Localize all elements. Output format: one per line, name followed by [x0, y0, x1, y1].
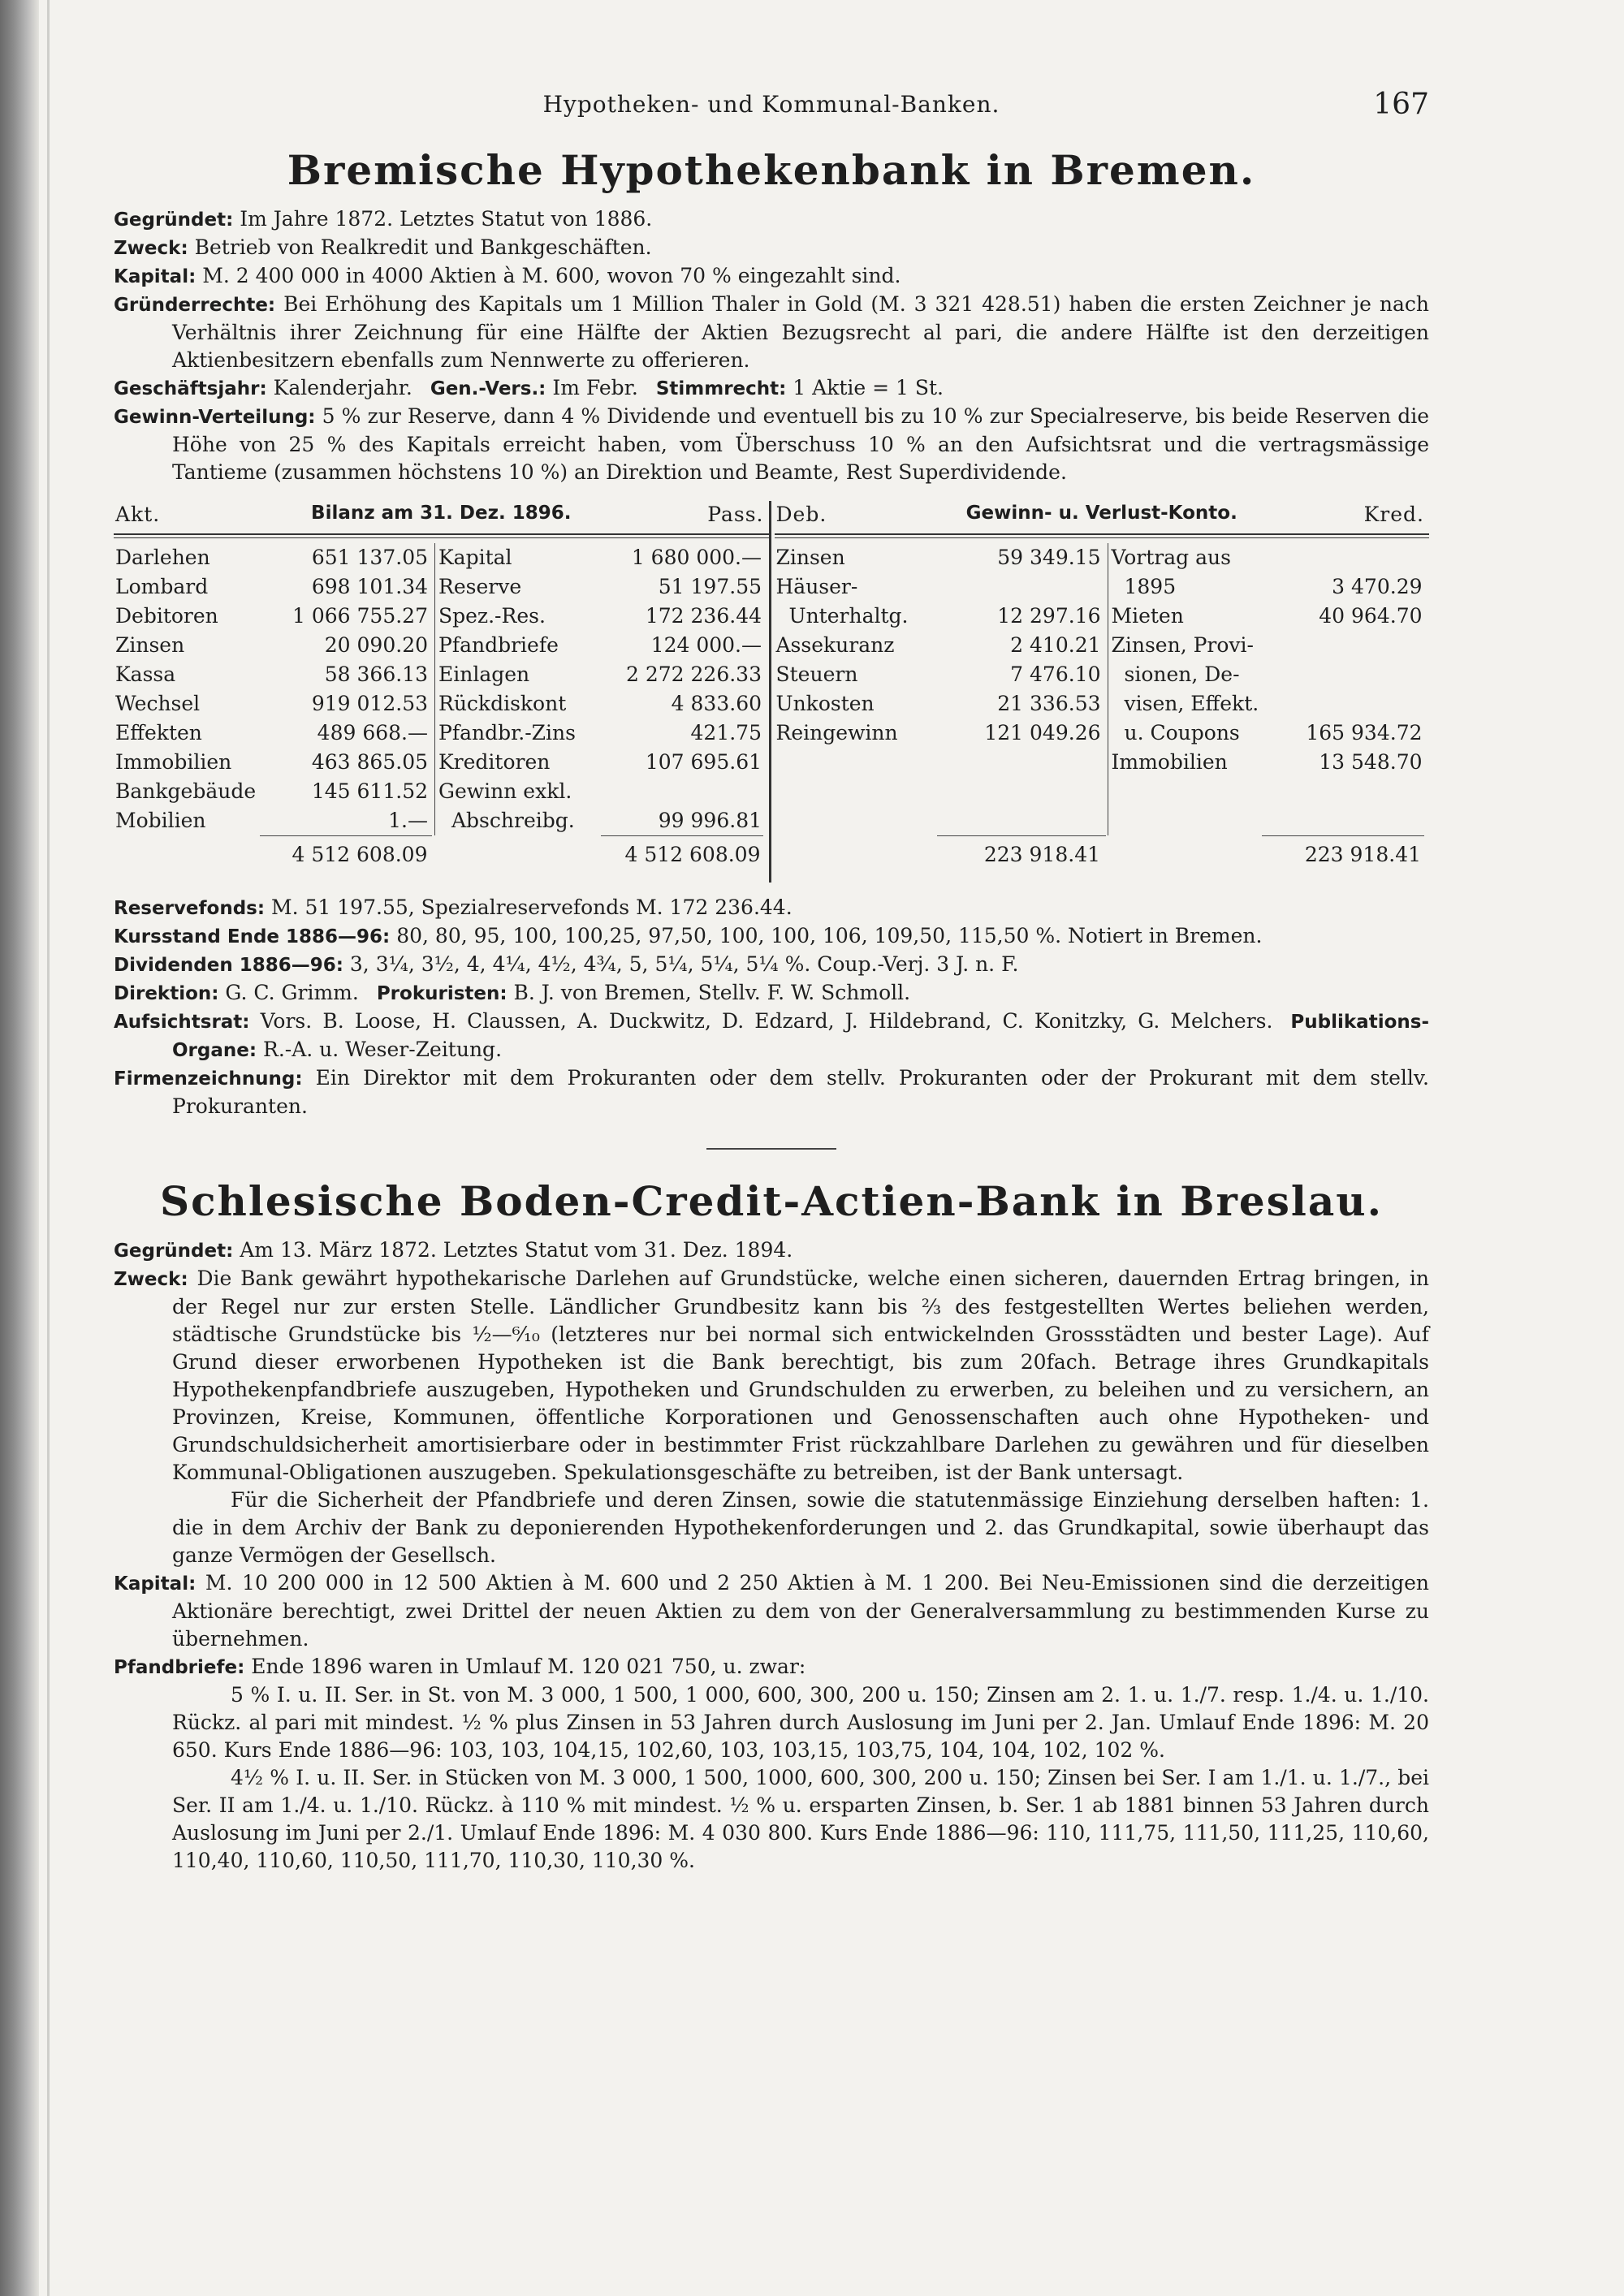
bank2-pfandbriefe-5pct: 5 % I. u. II. Ser. in St. von M. 3 000, 1 500, 1 000, 600, 300, 200 u. 150; Zinsen am 2. 1. u. 1./7. resp. 1./4. u. 1./10. Rückz. al pari mit mindest. ½ % plus Zinsen in 53 Jahren durch Auslosung im Juni per 2. Jan. Umlauf Ende 1896: M. 20 650. Kurs Ende 1886—96: 103, 103, 104,15, 102,60, 103, 103,15, 103,75, 104, 104, 102, 102 %.: [172, 1683, 1429, 1762]
table-row: [437, 777, 768, 806]
table-row: [114, 660, 434, 689]
row-label: Wechsel: [115, 692, 201, 715]
row-value: 7 476.10: [1010, 662, 1101, 686]
row-value: 12 297.16: [997, 604, 1101, 628]
table-row: [1110, 689, 1429, 719]
row-value: 145 611.52: [311, 779, 428, 803]
row-label: Debitoren: [115, 604, 218, 628]
bank1-zweck: Zweck: Betrieb von Realkredit und Bankgeschäften.: [114, 235, 652, 259]
guv-deb-label: Deb.: [775, 503, 827, 526]
row-value: 2 410.21: [1010, 633, 1101, 657]
bank1-geschaeftsjahr: Geschäftsjahr: Kalenderjahr. Gen.-Vers.: Im Febr. Stimmrecht: 1 Aktie = 1 St.: [114, 376, 944, 399]
bank1-kapital: Kapital: M. 2 400 000 in 4000 Aktien à M. 600, wovon 70 % eingezahlt sind.: [114, 264, 901, 287]
bilanz-title: Bilanz am 31. Dez. 1896.: [311, 503, 572, 524]
row-label: Kreditoren: [438, 750, 551, 774]
bank2-pfandbriefe: Pfandbriefe: Ende 1896 waren in Umlauf M. 120 021 750, u. zwar:: [114, 1655, 806, 1678]
table-row: [437, 660, 768, 689]
bilanz-table: [114, 501, 771, 883]
guv-kred-label: Kred.: [1363, 503, 1424, 526]
bank2-title: Schlesische Boden-Credit-Actien-Bank in Breslau.: [159, 1177, 1384, 1225]
table-row: [1110, 660, 1429, 689]
table-row: [114, 689, 434, 719]
row-value: 1 680 000.—: [631, 546, 762, 569]
table-row: [1110, 602, 1429, 631]
row-value: 13 548.70: [1319, 750, 1423, 774]
row-label: Reserve: [438, 575, 522, 598]
row-label: Mobilien: [115, 809, 206, 832]
bank2-kapital: Kapital: M. 10 200 000 in 12 500 Aktien à M. 600 und 2 250 Aktien à M. 1 200. Bei Neu-Emissionen sind die derzeitigen Aktionäre berechtigt, zwei Drittel der neuen Aktien zu dem von der Generalversammlung zu bestimmenden Kurse zu übernehmen.: [114, 1571, 1429, 1651]
bilanz-pass-label: Pass.: [707, 503, 764, 526]
row-value: 698 101.34: [311, 575, 428, 598]
book-page: [114, 81, 1429, 1875]
guv-debet: [775, 543, 1108, 835]
table-row: [1110, 719, 1429, 748]
row-label: Reingewinn: [775, 721, 898, 744]
bilanz-aktiva: [114, 543, 435, 835]
row-value: 58 366.13: [324, 662, 428, 686]
table-row: [114, 602, 434, 631]
financial-tables: [114, 501, 1429, 883]
row-value: 59 349.15: [997, 546, 1101, 569]
table-row: [437, 572, 768, 602]
row-label: Häuser-: [775, 575, 858, 598]
row-label: Abschreibg.: [451, 809, 575, 832]
row-label: Zinsen: [115, 633, 185, 657]
row-value: 124 000.—: [650, 633, 762, 657]
row-value: 4 833.60: [671, 692, 762, 715]
table-row: [114, 806, 434, 835]
row-label: Zinsen: [775, 546, 845, 569]
bank2-pfandbriefe-4half-pct: 4½ % I. u. II. Ser. in Stücken von M. 3 000, 1 500, 1000, 600, 300, 200 u. 150; Zinsen bei Ser. I am 1./1. u. 1./7., bei Ser. II am 1./4. u. 1./10. Rückz. à 110 % mit mindest. ½ % u. ersparten Zinsen, b. Ser. 1 ab 1881 binnen 53 Jahren durch Auslosung im Juni per 2./1. Umlauf Ende 1896: M. 4 030 800. Kurs Ende 1886—96: 110, 111,75, 111,50, 111,25, 110,60, 110,40, 110,60, 110,50, 111,70, 110,30, 110,30 %.: [172, 1766, 1429, 1872]
bank1-firmenzeichnung: Firmenzeichnung: Ein Direktor mit dem Prokuranten oder dem stellv. Prokuranten oder der Prokurant mit dem stellv. Prokuranten.: [114, 1066, 1430, 1118]
table-row: [114, 543, 434, 572]
guv-kredit: [1110, 543, 1429, 835]
guv-total-kredit: 223 918.41: [1304, 843, 1421, 866]
row-value: 107 695.61: [645, 750, 762, 774]
row-label: Unterhaltg.: [788, 604, 909, 628]
row-label: 1895: [1124, 575, 1177, 598]
row-value: 2 272 226.33: [626, 662, 762, 686]
bank1-aufsichtsrat: Aufsichtsrat: Vors. B. Loose, H. Claussen, A. Duckwitz, D. Edzard, J. Hildebrand, C. Konitzky, G. Melchers. Publikations-Organe: R.-A. u. Weser-Zeitung.: [114, 1009, 1429, 1061]
table-row: [1110, 572, 1429, 602]
bank1-gegruendet: Gegründet: Im Jahre 1872. Letztes Statut von 1886.: [114, 207, 653, 231]
running-head: [114, 81, 1429, 138]
row-label: Pfandbriefe: [438, 633, 559, 657]
row-label: visen, Effekt.: [1124, 692, 1259, 715]
row-label: Steuern: [775, 662, 858, 686]
row-value: 1.—: [388, 809, 428, 832]
row-label: Bankgebäude: [115, 779, 257, 803]
table-row: [114, 748, 434, 777]
row-label: Darlehen: [115, 546, 210, 569]
table-row: [437, 689, 768, 719]
row-value: 919 012.53: [311, 692, 428, 715]
table-row: [437, 806, 768, 835]
table-row: [437, 748, 768, 777]
row-value: 165 934.72: [1306, 721, 1423, 744]
bank2-zweck-continued: Für die Sicherheit der Pfandbriefe und deren Zinsen, sowie die statutenmässige Einziehung derselben haften: 1. die in dem Archiv der Bank zu deponierenden Hypothekenforderungen und 2. das Grundkapital, sowie überhaupt das ganze Vermögen der Gesellsch.: [172, 1488, 1429, 1567]
row-label: u. Coupons: [1124, 721, 1240, 744]
row-value: 40 964.70: [1319, 604, 1423, 628]
table-row: [1110, 631, 1429, 660]
table-row: [775, 631, 1108, 660]
row-label: Gewinn exkl.: [438, 779, 572, 803]
guv-table: [775, 501, 1430, 883]
bilanz-total-aktiva: 4 512 608.09: [292, 843, 428, 866]
guv-total-debet: 223 918.41: [983, 843, 1100, 866]
row-value: 99 996.81: [658, 809, 762, 832]
table-row: [775, 689, 1108, 719]
running-head-title: Hypotheken- und Kommunal-Banken.: [542, 91, 1000, 118]
row-label: sionen, De-: [1124, 662, 1240, 686]
table-row: [114, 572, 434, 602]
table-row: [114, 631, 434, 660]
bank2-zweck: Zweck: Die Bank gewährt hypothekarische Darlehen auf Grundstücke, welche einen sicheren, dauernden Ertrag bringen, in der Regel nur zur ersten Stelle. Ländlicher Grundbesitz kann bis ⅔ des festgestellten Wertes beliehen werden, städtische Grundstücke bis ½—⁶⁄₁₀ (letzteres nur bei normal sich entwickelnden Grossstädten und bester Lage). Auf Grund dieser erworbenen Hypotheken ist die Bank berechtigt, bis zum 20fach. Betrage ihres Grundkapitals Hypothekenpfandbriefe auszugeben, Hypotheken und Grundschulden zu erwerben, zu beleihen und zu versichern, an Provinzen, Kreise, Kommunen, öffentliche Korporationen und Genossenschaften auch ohne Hypotheken- und Grundschuldsicherheit amortisierbare oder in bestimmter Frist rückzahlbare Darlehen zu gewähren und für dieselben Kommunal-Obligationen auszugeben. Spekulationsgeschäfte zu betreiben, ist der Bank untersagt.: [114, 1267, 1429, 1484]
row-label: Mieten: [1111, 604, 1184, 628]
page-number: 167: [1373, 88, 1429, 121]
bank1-reservefonds: Reservefonds: M. 51 197.55, Spezialreservefonds M. 172 236.44.: [114, 896, 793, 919]
row-label: Kapital: [438, 546, 512, 569]
section-divider: [706, 1148, 836, 1150]
table-row: [775, 719, 1108, 748]
table-row: [437, 602, 768, 631]
table-row: [114, 719, 434, 748]
row-value: 489 668.—: [317, 721, 428, 744]
row-value: 121 049.26: [984, 721, 1101, 744]
table-row: [114, 777, 434, 806]
row-value: 21 336.53: [997, 692, 1101, 715]
table-row: [775, 572, 1108, 602]
row-value: 421.75: [690, 721, 762, 744]
bank1-kursstand: Kursstand Ende 1886—96: 80, 80, 95, 100, 100,25, 97,50, 100, 100, 106, 109,50, 115,50 %. Notiert in Bremen.: [114, 924, 1263, 947]
book-binding-shadow: [0, 0, 39, 2296]
row-value: 172 236.44: [645, 604, 762, 628]
guv-title: Gewinn- u. Verlust-Konto.: [965, 503, 1237, 524]
binding-edge: [47, 0, 50, 2296]
row-value: 20 090.20: [324, 633, 428, 657]
row-label: Kassa: [115, 662, 176, 686]
bilanz-total-passiva: 4 512 608.09: [624, 843, 761, 866]
row-label: Unkosten: [775, 692, 875, 715]
bank1-gewinnverteilung: Gewinn-Verteilung: 5 % zur Reserve, dann 4 % Dividende und eventuell bis zu 10 % zur Specialreserve, bis beide Reserven die Höhe von 25 % des Kapitals erreicht haben, vom Überschuss 10 % an den Aufsichtsrat und die vertragsmässige Tantieme (zusammen höchstens 10 %) an Direktion und Beamte, Rest Superdividende.: [114, 404, 1429, 484]
row-label: Pfandbr.-Zins: [438, 721, 576, 744]
table-row: [1110, 748, 1429, 777]
bank1-dividenden: Dividenden 1886—96: 3, 3¼, 3½, 4, 4¼, 4½, 4¾, 5, 5¼, 5¼, 5¼ %. Coup.-Verj. 3 J. n. F.: [114, 952, 1019, 976]
table-row: [437, 719, 768, 748]
row-label: Spez.-Res.: [438, 604, 546, 628]
row-label: Immobilien: [1111, 750, 1228, 774]
row-label: Rückdiskont: [438, 692, 567, 715]
row-label: Immobilien: [115, 750, 232, 774]
row-value: 463 865.05: [311, 750, 428, 774]
bank1-gruenderrechte: Gründerrechte: Bei Erhöhung des Kapitals um 1 Million Thaler in Gold (M. 3 321 428.51) haben die ersten Zeichner je nach Verhältnis ihrer Zeichnung für eine Hälfte der Aktien Bezugsrecht al pari, die andere Hälfte ist den derzeitigen Aktienbesitzern ebenfalls zum Nennwerte zu offerieren.: [114, 292, 1429, 372]
row-value: 3 470.29: [1332, 575, 1423, 598]
table-row: [437, 543, 768, 572]
table-row: [437, 631, 768, 660]
bank1-direktion: Direktion: G. C. Grimm. Prokuristen: B. J. von Bremen, Stellv. F. W. Schmoll.: [114, 981, 911, 1004]
row-label: Zinsen, Provi-: [1111, 633, 1254, 657]
row-value: 1 066 755.27: [292, 604, 428, 628]
bank1-title: Bremische Hypothekenbank in Bremen.: [287, 146, 1256, 194]
table-row: [1110, 543, 1429, 572]
row-label: Vortrag aus: [1111, 546, 1231, 569]
table-row: [775, 660, 1108, 689]
bilanz-passiva: [437, 543, 768, 835]
row-label: Lombard: [115, 575, 209, 598]
row-label: Effekten: [115, 721, 202, 744]
table-row: [775, 543, 1108, 572]
row-value: 51 197.55: [658, 575, 762, 598]
bank2-gegruendet: Gegründet: Am 13. März 1872. Letztes Statut vom 31. Dez. 1894.: [114, 1238, 793, 1262]
row-value: 651 137.05: [311, 546, 428, 569]
table-row: [775, 602, 1108, 631]
row-label: Einlagen: [438, 662, 530, 686]
bilanz-akt-label: Akt.: [115, 503, 161, 526]
row-label: Assekuranz: [775, 633, 895, 657]
